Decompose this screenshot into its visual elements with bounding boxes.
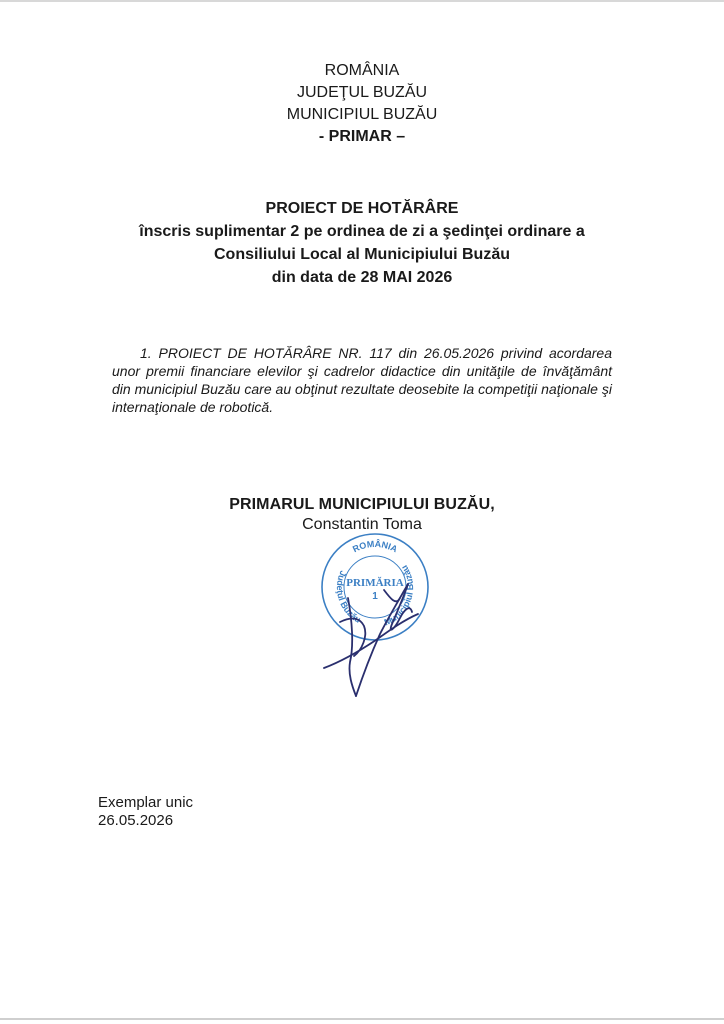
stamp-center-text: PRIMĂRIA bbox=[346, 577, 404, 589]
title-line-1: PROIECT DE HOTĂRÂRE bbox=[265, 200, 459, 217]
header-county: JUDEŢUL BUZĂU bbox=[296, 84, 428, 101]
document-title bbox=[0, 197, 724, 289]
header-office: - PRIMAR – bbox=[318, 128, 406, 145]
stamp-left-text: Judeţul Buzău bbox=[334, 569, 363, 625]
title-line-2: înscris suplimentar 2 pe ordinea de zi a şedinţei ordinare a bbox=[139, 223, 585, 240]
stamp-top-text: ROMÂNIA bbox=[350, 538, 400, 555]
header-country: ROMÂNIA bbox=[324, 62, 400, 79]
copy-note: Exemplar unic bbox=[98, 794, 194, 811]
page-edge-bottom bbox=[0, 1018, 724, 1020]
signatory-name: Constantin Toma bbox=[302, 516, 422, 533]
agenda-item-1: 1. PROIECT DE HOTĂRÂRE NR. 117 din 26.05.2026 privind acordarea unor premii financiare elevilor şi cadrelor didactice din unităţile de învăţământ din municipiul Buzău care au obţinut rezultate deosebite la competiţii naţionale şi internaţionale de robotică. bbox=[112, 345, 612, 415]
page-edge-top bbox=[0, 0, 724, 2]
title-line-4: din data de 28 MAI 2026 bbox=[271, 269, 453, 286]
title-line-3: Consiliului Local al Municipiului Buzău bbox=[213, 246, 510, 263]
stamp-right-text: Municipiul Buzău bbox=[382, 563, 416, 628]
stamp-number: 1 bbox=[372, 591, 378, 602]
signatory-title: PRIMARUL MUNICIPIULUI BUZĂU, bbox=[229, 496, 495, 513]
header-municipality: MUNICIPIUL BUZĂU bbox=[286, 106, 438, 123]
document-date: 26.05.2026 bbox=[98, 812, 174, 829]
document-header bbox=[0, 60, 724, 148]
handwritten-signature bbox=[300, 560, 450, 710]
